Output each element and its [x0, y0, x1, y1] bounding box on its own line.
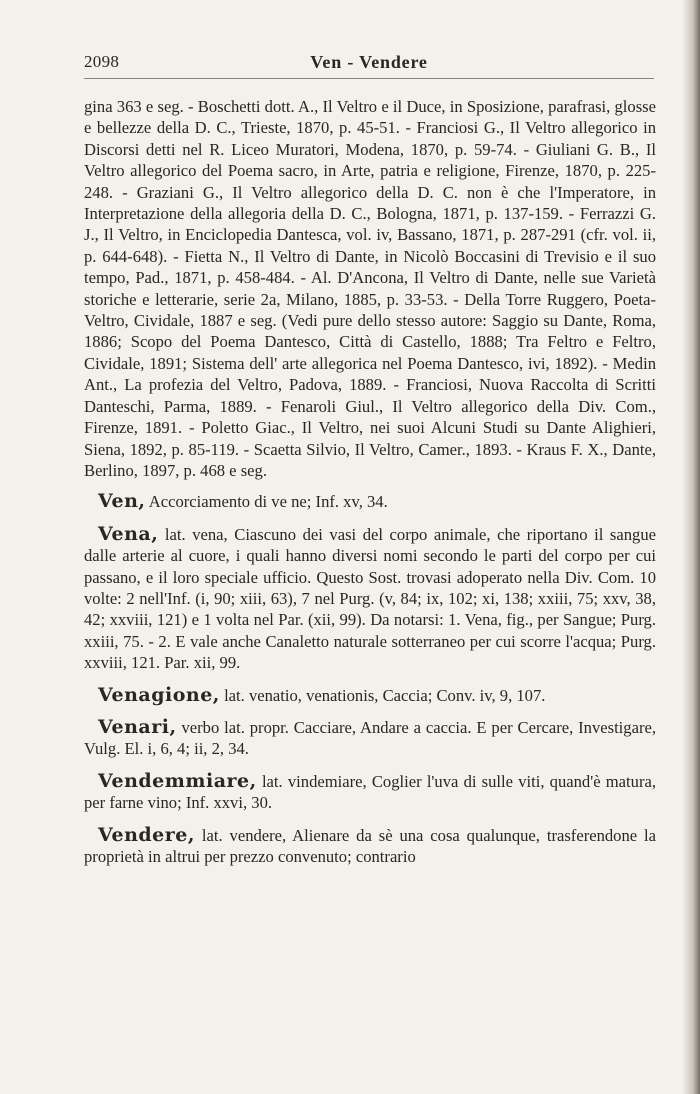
- headword: Venagione,: [98, 683, 220, 706]
- entry-text: lat. vendere, Alienare da sè una cosa qualunque, trasferendone la proprietà in altrui per prezzo convenuto; contrario: [84, 825, 657, 866]
- bibliography-paragraph: gina 363 e seg. - Boschetti dott. A., Il Veltro e il Duce, in Sposizione, parafrasi, glosse e bellezze della D. C., Trieste, 1870, p. 45-51. - Franciosi G., Il Veltro allegorico in Discorsi detti nel R. Liceo Muratori, Modena, 1870, p. 59-74. - Giuliani G. B., Il Veltro allegorico del Poema sacro, in Arte, patria e religione, Firenze, 1870, p. 225-248. - Graziani G., Il Veltro allegorico della D. C. non è che l'Imperatore, in Interpretazione della allegoria della D. C., Bologna, 1871, p. 137-159. - Ferrazzi G. J., Il Veltro, in Enciclopedia Dantesca, vol. iv, Bassano, 1871, p. 287-291 (cfr. vol. ii, p. 644-648). - Fietta N., Il Veltro di Dante, in Nicolò Boccasini di Trevisio e il suo tempo, Pad., 1871, p. 458-484. - Al. D'Ancona, Il Veltro di Dante, nelle sue Varietà storiche e letterarie, serie 2a, Milano, 1885, p. 33-53. - Della Torre Ruggero, Poeta-Veltro, Cividale, 1887 e seg. (Vedi pure dello stesso autore: Saggio su Dante, Roma, 1886; Scopo del Poema Dantesco, Città di Castello, 1888; Tra Feltro e Feltro, Cividale, 1891; Sistema dell' arte allegorica nel Poema Dantesco, ivi, 1892). - Medin Ant., La profezia del Veltro, Padova, 1889. - Franciosi, Nuova Raccolta di Scritti Danteschi, Parma, 1889. - Fenaroli Giul., Il Veltro allegorico della Div. Com., Firenze, 1891. - Poletto Giac., Il Veltro, nei suoi Alcuni Studi su Dante Alighieri, Siena, 1892, p. 85-119. - Scaetta Silvio, Il Veltro, Camer., 1893. - Kraus F. X., Dante, Berlino, 1897, p. 468 e seg.: [84, 97, 656, 480]
- headword: Venari,: [98, 715, 177, 738]
- entry-text: verbo lat. propr. Cacciare, Andare a caccia. E per Cercare, Investigare, Vulg. El. i, 6, 4; ii, 2, 34.: [84, 717, 656, 759]
- entry-vendemmiare: [84, 771, 656, 814]
- page-number: 2098: [84, 52, 120, 71]
- entry-vena: [84, 524, 656, 674]
- entry-vendere: [84, 825, 656, 868]
- headword: Vendere,: [98, 823, 195, 846]
- entry-venagione: [84, 685, 656, 706]
- page-edge-shadow: [682, 0, 700, 1094]
- headword: Ven,: [98, 490, 146, 513]
- entry-text: lat. vindemiare, Coglier l'uva di sulle viti, quand'è matura, per farne vino; Inf. xxvi, 30.: [84, 771, 656, 813]
- headword: Vena,: [98, 522, 159, 545]
- entry-venari: [84, 717, 656, 760]
- running-head: Ven - Vendere: [310, 52, 428, 72]
- entry-text: lat. venatio, venationis, Caccia; Conv. iv, 9, 107.: [224, 685, 546, 705]
- header-rule: [84, 78, 654, 79]
- headword: Vendemmiare,: [98, 769, 257, 792]
- entry-ven: [84, 491, 656, 512]
- page-body: [84, 96, 656, 867]
- entry-text: Accorciamento di ve ne; Inf. xv, 34.: [148, 492, 388, 512]
- entry-text: lat. vena, Ciascuno dei vasi del corpo animale, che riportano il sangue dalle arterie al cuore, i quali hanno diversi nomi secondo le parti del corpo per cui passano, e il loro speciale ufficio. Questo Sost. trovasi adoperato nella Div. Com. 10 volte: 2 nell'Inf. (i, 90; xiii, 63), 7 nel Purg. (v, 84; ix, 102; xi, 138; xxiii, 75; xxv, 38, 42; xxviii, 121) e 1 volta nel Par. (xii, 99). Da notarsi: 1. Vena, fig., per Sangue; Purg. xxiii, 75. - 2. E vale anche Canaletto naturale sotterraneo per cui scorre l'acqua; Purg. xxviii, 121. Par. xii, 99.: [84, 524, 656, 673]
